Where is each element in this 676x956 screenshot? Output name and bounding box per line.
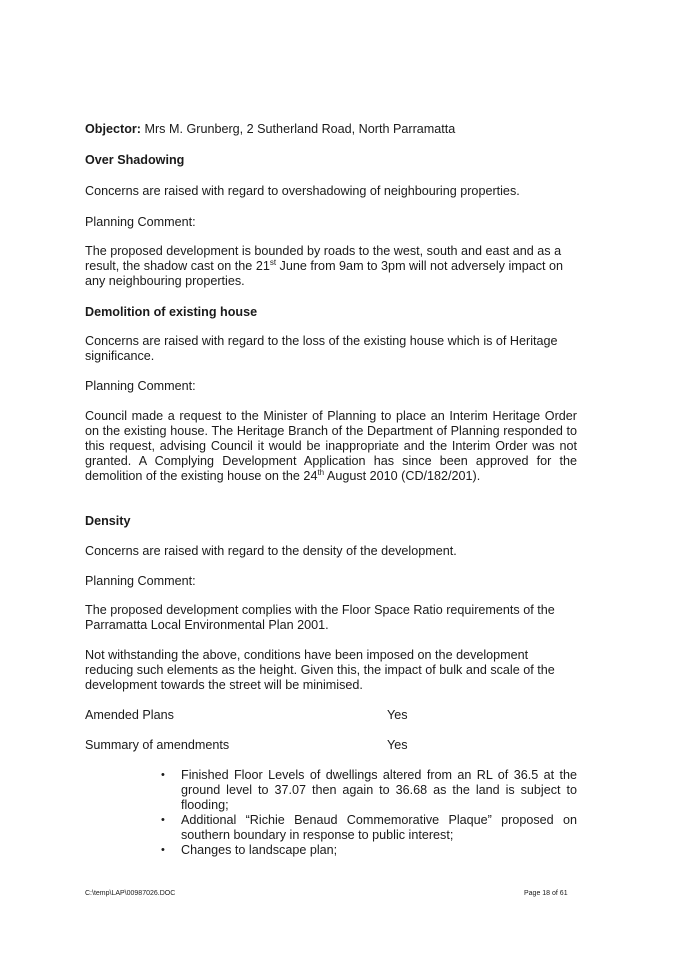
bullet-icon: • xyxy=(161,769,165,781)
overshadowing-comment-label: Planning Comment: xyxy=(85,215,196,229)
list-item xyxy=(155,813,577,843)
overshadowing-comment xyxy=(85,244,577,289)
amended-plans-value: Yes xyxy=(387,708,408,722)
list-item xyxy=(155,768,577,813)
summary-of-amendments-label: Summary of amendments xyxy=(85,738,230,752)
amended-plans-label: Amended Plans xyxy=(85,708,174,722)
density-comment-label: Planning Comment: xyxy=(85,574,196,588)
demolition-comment xyxy=(85,409,577,484)
demolition-heading: Demolition of existing house xyxy=(85,305,258,319)
density-concern: Concerns are raised with regard to the density of the development. xyxy=(85,544,457,558)
density-comment-2: Not withstanding the above, conditions have been imposed on the development reducing such elements as the height. Given this, the impact of bulk and scale of the development towards the street will be minimised. xyxy=(85,648,555,692)
list-item-text: Additional “Richie Benaud Commemorative Plaque” proposed on southern boundary in response to public interest; xyxy=(181,813,577,842)
objector-line xyxy=(85,122,577,137)
bullet-icon: • xyxy=(161,844,165,856)
demolition-comment-a: Council made a request to the Minister of Planning to place an Interim Heritage Order on the existing house. The Heritage Branch of the Department of Planning responded to this request, advising Council it would be inappropriate and the Interim Order was not granted. A Complying Development Application has since been approved for the demolition of the existing house on the 24 xyxy=(85,409,577,483)
summary-of-amendments-value: Yes xyxy=(387,738,408,752)
amendments-list xyxy=(155,768,577,858)
overshadowing-comment-a: The proposed development is bounded by roads to the west, south and east and as a result, the shadow cast on the 21 xyxy=(85,244,562,273)
list-item xyxy=(155,843,577,858)
list-item-text: Finished Floor Levels of dwellings altered from an RL of 36.5 at the ground level to 37.07 then again to 36.68 as the land is subject to flooding; xyxy=(181,768,577,812)
density-comment-1: The proposed development complies with the Floor Space Ratio requirements of the Parramatta Local Environmental Plan 2001. xyxy=(85,603,555,632)
objector-text: Mrs M. Grunberg, 2 Sutherland Road, North Parramatta xyxy=(140,122,456,136)
overshadowing-concern: Concerns are raised with regard to overshadowing of neighbouring properties. xyxy=(85,184,520,198)
demolition-concern: Concerns are raised with regard to the loss of the existing house which is of Heritage significance. xyxy=(85,334,558,363)
overshadowing-comment-sup: st xyxy=(269,257,277,267)
footer-page-number: Page 18 of 61 xyxy=(524,890,568,897)
overshadowing-heading: Over Shadowing xyxy=(85,153,185,167)
demolition-comment-b: August 2010 (CD/182/201). xyxy=(324,469,481,483)
density-heading: Density xyxy=(85,514,131,528)
list-item-text: Changes to landscape plan; xyxy=(181,843,338,857)
demolition-comment-sup: th xyxy=(317,467,325,477)
bullet-icon: • xyxy=(161,814,165,826)
demolition-comment-label: Planning Comment: xyxy=(85,379,196,393)
footer-file-path: C:\temp\LAP\00987026.DOC xyxy=(85,890,176,897)
overshadowing-comment-b: June from 9am to 3pm will not adversely impact on any neighbouring properties. xyxy=(85,259,564,288)
objector-label: Objector: xyxy=(85,122,141,136)
